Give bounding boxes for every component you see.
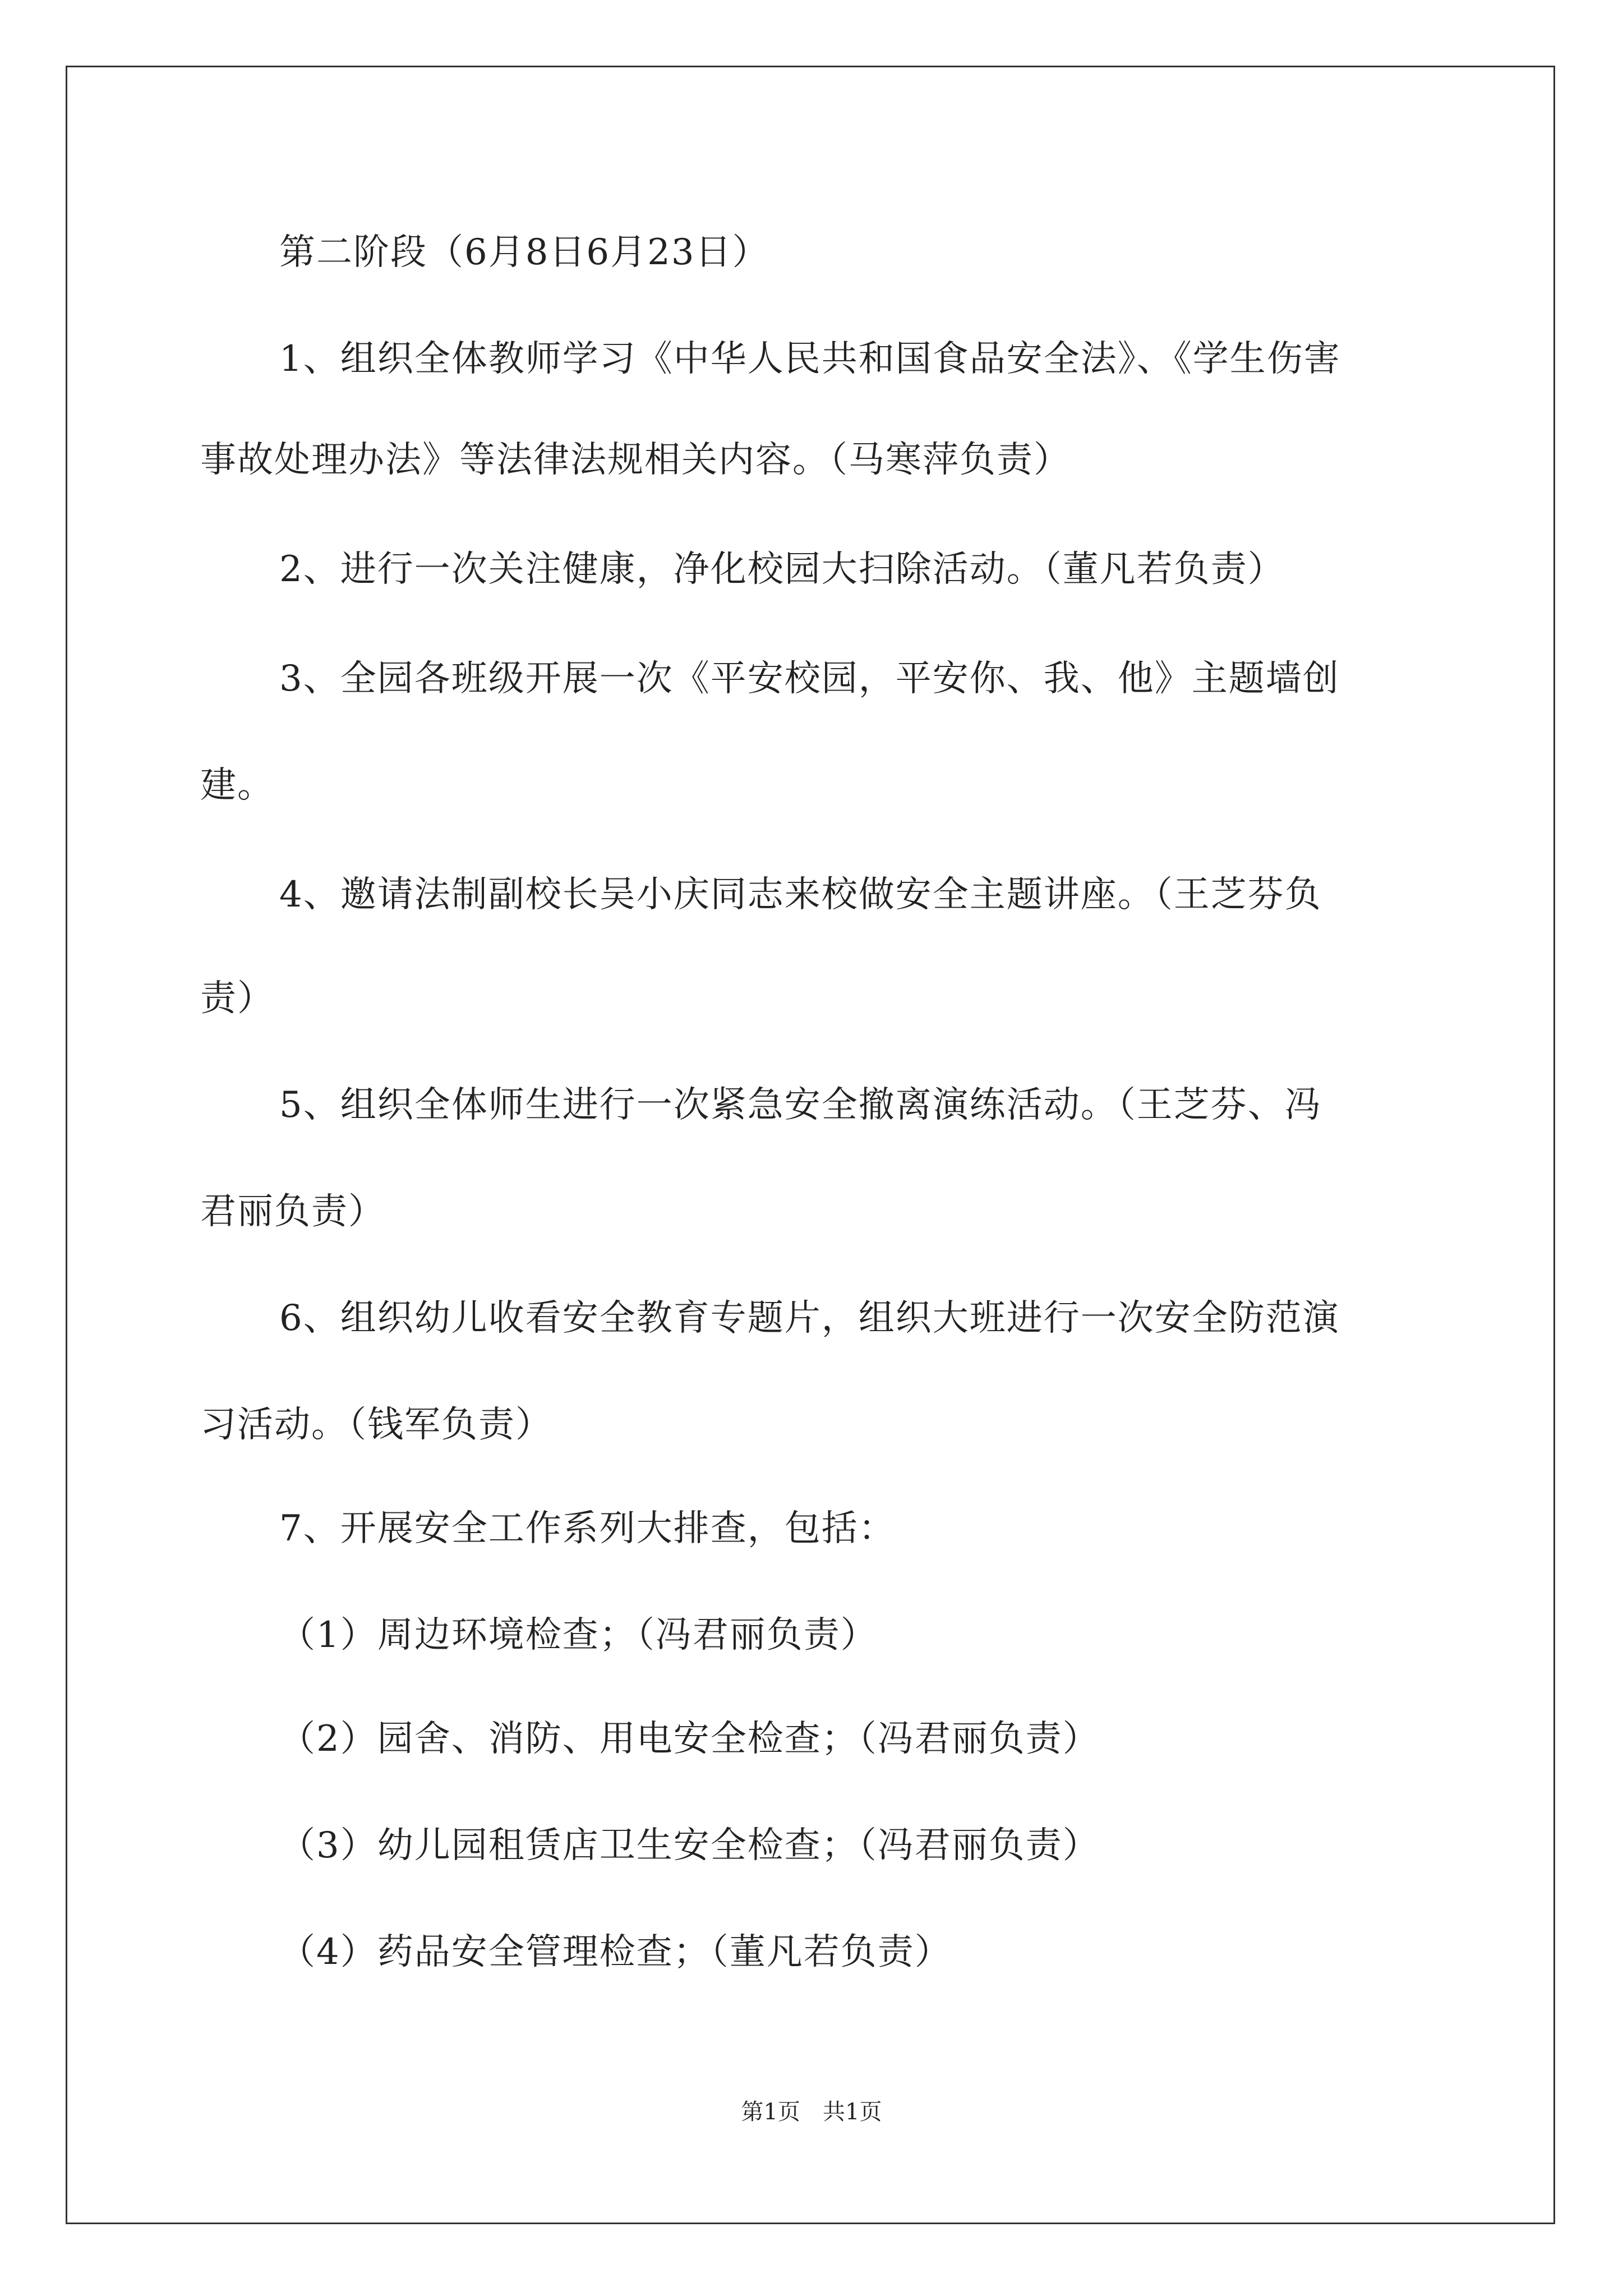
item-6-line-1: 6、组织幼儿收看安全教育专题片，组织大班进行一次安全防范演: [279, 1297, 1340, 1339]
sub-item-1: （1）周边环境检查；（冯君丽负责）: [279, 1614, 878, 1656]
item-6-line-2: 习活动。（钱军负责）: [200, 1404, 552, 1446]
item-3-line-2: 建。: [200, 765, 274, 806]
sub-item-3: （3）幼儿园租赁店卫生安全检查；（冯君丽负责）: [279, 1825, 1100, 1866]
section-heading: 第二阶段（6月8日6月23日）: [279, 232, 769, 273]
item-4-line-1: 4、邀请法制副校长吴小庆同志来校做安全主题讲座。（王芝芬负: [279, 874, 1322, 915]
item-2: 2、进行一次关注健康，净化校园大扫除活动。（董凡若负责）: [279, 549, 1285, 590]
sub-item-2: （2）园舍、消防、用电安全检查；（冯君丽负责）: [279, 1718, 1100, 1760]
item-3-line-1: 3、全园各班级开展一次《平安校园，平安你、我、他》主题墙创: [279, 658, 1340, 700]
item-5-line-2: 君丽负责）: [200, 1191, 385, 1232]
item-5-line-1: 5、组织全体师生进行一次紧急安全撤离演练活动。（王芝芬、冯: [279, 1084, 1322, 1126]
item-1-line-2: 事故处理办法》等法律法规相关内容。（马寒萍负责）: [200, 439, 1071, 481]
sub-item-4: （4）药品安全管理检查；（董凡若负责）: [279, 1931, 952, 1973]
item-4-line-2: 责）: [200, 978, 274, 1019]
page-border: [66, 66, 1555, 2224]
item-7: 7、开展安全工作系列大排查，包括：: [279, 1508, 896, 1549]
item-1-line-1: 1、组织全体教师学习《中华人民共和国食品安全法》、《学生伤害: [279, 338, 1341, 380]
page-footer: 第1页 共1页: [741, 2099, 882, 2125]
